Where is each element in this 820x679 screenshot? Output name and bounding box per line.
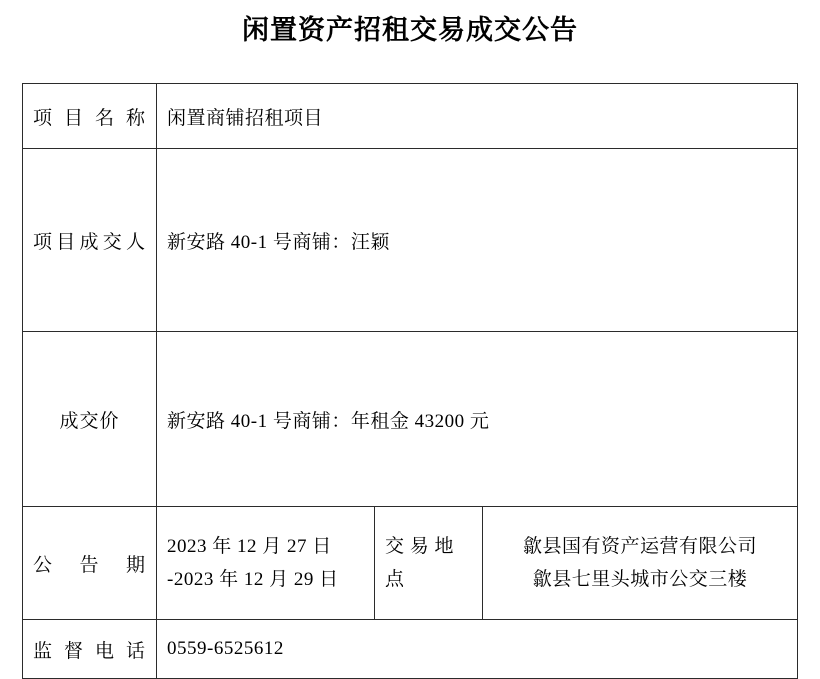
row-label-trade-place: 交 易 地 点 bbox=[375, 507, 483, 620]
row-value-project-name: 闲置商铺招租项目 bbox=[157, 84, 798, 149]
notice-table bbox=[22, 83, 798, 679]
row-label-period: 公告期 bbox=[23, 507, 157, 620]
page-title: 闲置资产招租交易成交公告 bbox=[242, 15, 578, 45]
table-row bbox=[23, 507, 798, 620]
table-row bbox=[23, 84, 798, 149]
row-value-period-dates bbox=[157, 507, 375, 620]
row-value-trade-place bbox=[483, 507, 798, 620]
row-label-buyer: 项目成交人 bbox=[23, 149, 157, 332]
table-row bbox=[23, 620, 798, 679]
period-date-line-2: -2023 年 12 月 29 日 bbox=[167, 569, 339, 590]
table-row bbox=[23, 149, 798, 332]
row-value-buyer: 新安路 40-1 号商铺：汪颖 bbox=[157, 149, 798, 332]
row-label-project-name: 项目名称 bbox=[23, 84, 157, 149]
row-value-price: 新安路 40-1 号商铺：年租金 43200 元 bbox=[157, 332, 798, 507]
row-value-phone: 0559-6525612 bbox=[157, 620, 798, 679]
row-label-phone: 监督电话 bbox=[23, 620, 157, 679]
period-date-line-1: 2023 年 12 月 27 日 bbox=[167, 535, 332, 557]
trade-place-line-1: 歙县国有资产运营有限公司 bbox=[522, 535, 757, 557]
table-row bbox=[23, 332, 798, 507]
trade-place-line-2: 歙县七里头城市公交三楼 bbox=[532, 569, 748, 590]
row-label-price: 成交价 bbox=[23, 332, 157, 507]
